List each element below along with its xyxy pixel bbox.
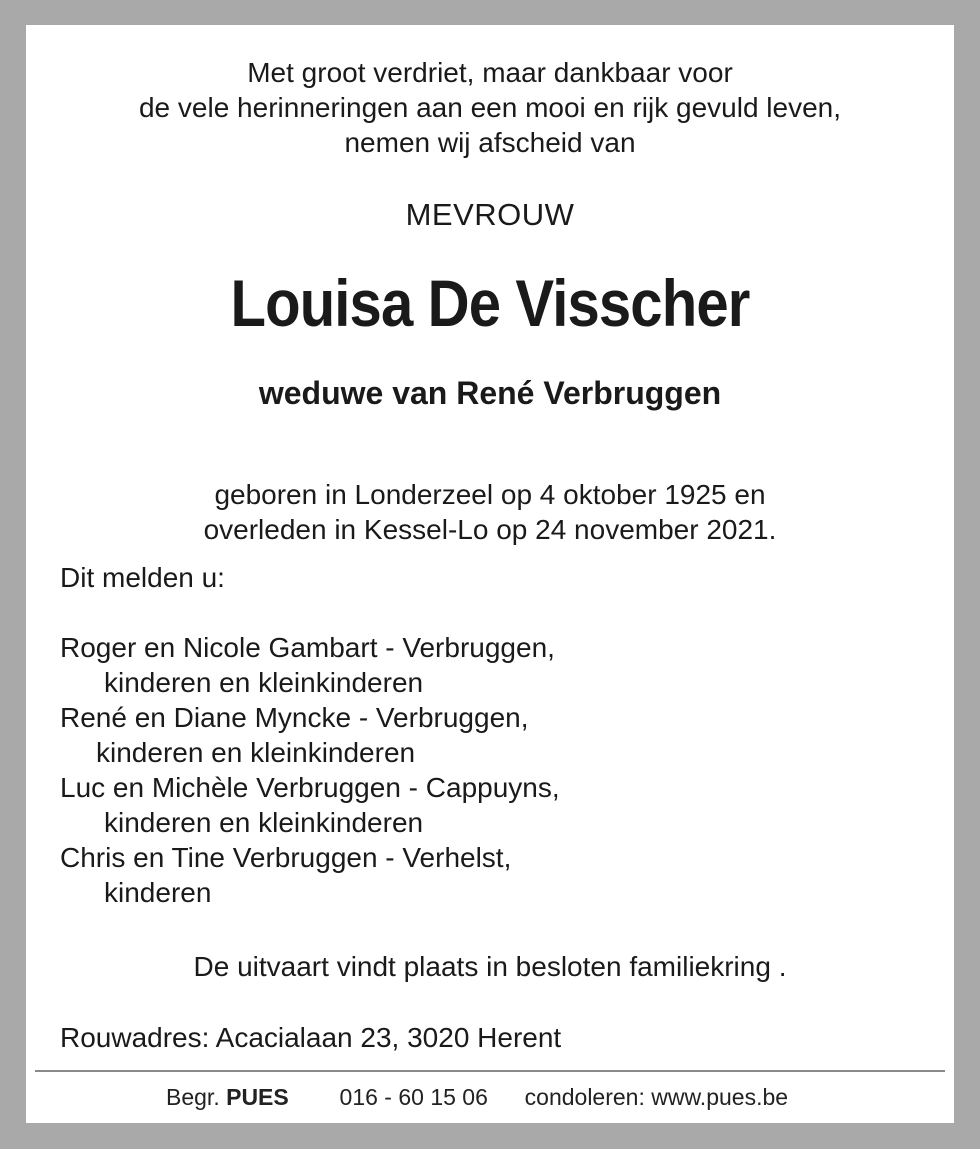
mourner-entry — [60, 700, 560, 770]
mourner-names: Roger en Nicole Gambart - Verbruggen, — [60, 632, 555, 663]
mourning-address: Rouwadres: Acacialaan 23, 3020 Herent — [60, 1022, 562, 1053]
condolence-website: condoleren: www.pues.be — [524, 1084, 789, 1110]
honorific: MEVROUW — [405, 197, 575, 232]
mourner-family: kinderen en kleinkinderen — [104, 667, 424, 698]
intro-line: nemen wij afscheid van — [344, 127, 636, 158]
footer — [166, 1084, 788, 1111]
death-line: overleden in Kessel-Lo op 24 november 2021. — [203, 514, 777, 545]
mourner-family: kinderen — [104, 877, 212, 908]
mourners-list — [60, 630, 560, 910]
deceased-name: Louisa De Visscher — [230, 266, 750, 340]
intro-line: de vele herinneringen aan een mooi en rijk gevuld leven, — [138, 92, 842, 123]
ceremony-note: De uitvaart vindt plaats in besloten familiekring . — [193, 951, 787, 982]
obituary-card — [26, 25, 954, 1123]
mourner-entry — [60, 840, 560, 910]
intro-line: Met groot verdriet, maar dankbaar voor — [247, 57, 733, 88]
mourner-entry — [60, 770, 560, 840]
footer-prefix: Begr. — [166, 1084, 220, 1110]
life-dates — [26, 477, 954, 547]
mourner-family: kinderen en kleinkinderen — [104, 807, 424, 838]
intro-text — [26, 55, 954, 160]
mourner-names: Luc en Michèle Verbruggen - Cappuyns, — [60, 772, 560, 803]
birth-line: geboren in Londerzeel op 4 oktober 1925 en — [214, 479, 766, 510]
announce-label: Dit melden u: — [60, 562, 225, 593]
mourner-names: René en Diane Myncke - Verbruggen, — [60, 702, 529, 733]
funeral-home-phone: 016 - 60 15 06 — [339, 1084, 488, 1110]
mourner-entry — [60, 630, 560, 700]
spouse-line: weduwe van René Verbruggen — [258, 375, 722, 411]
mourner-family: kinderen en kleinkinderen — [96, 737, 416, 768]
footer-divider — [35, 1070, 945, 1072]
mourner-names: Chris en Tine Verbruggen - Verhelst, — [60, 842, 512, 873]
funeral-home-name: PUES — [226, 1084, 289, 1110]
